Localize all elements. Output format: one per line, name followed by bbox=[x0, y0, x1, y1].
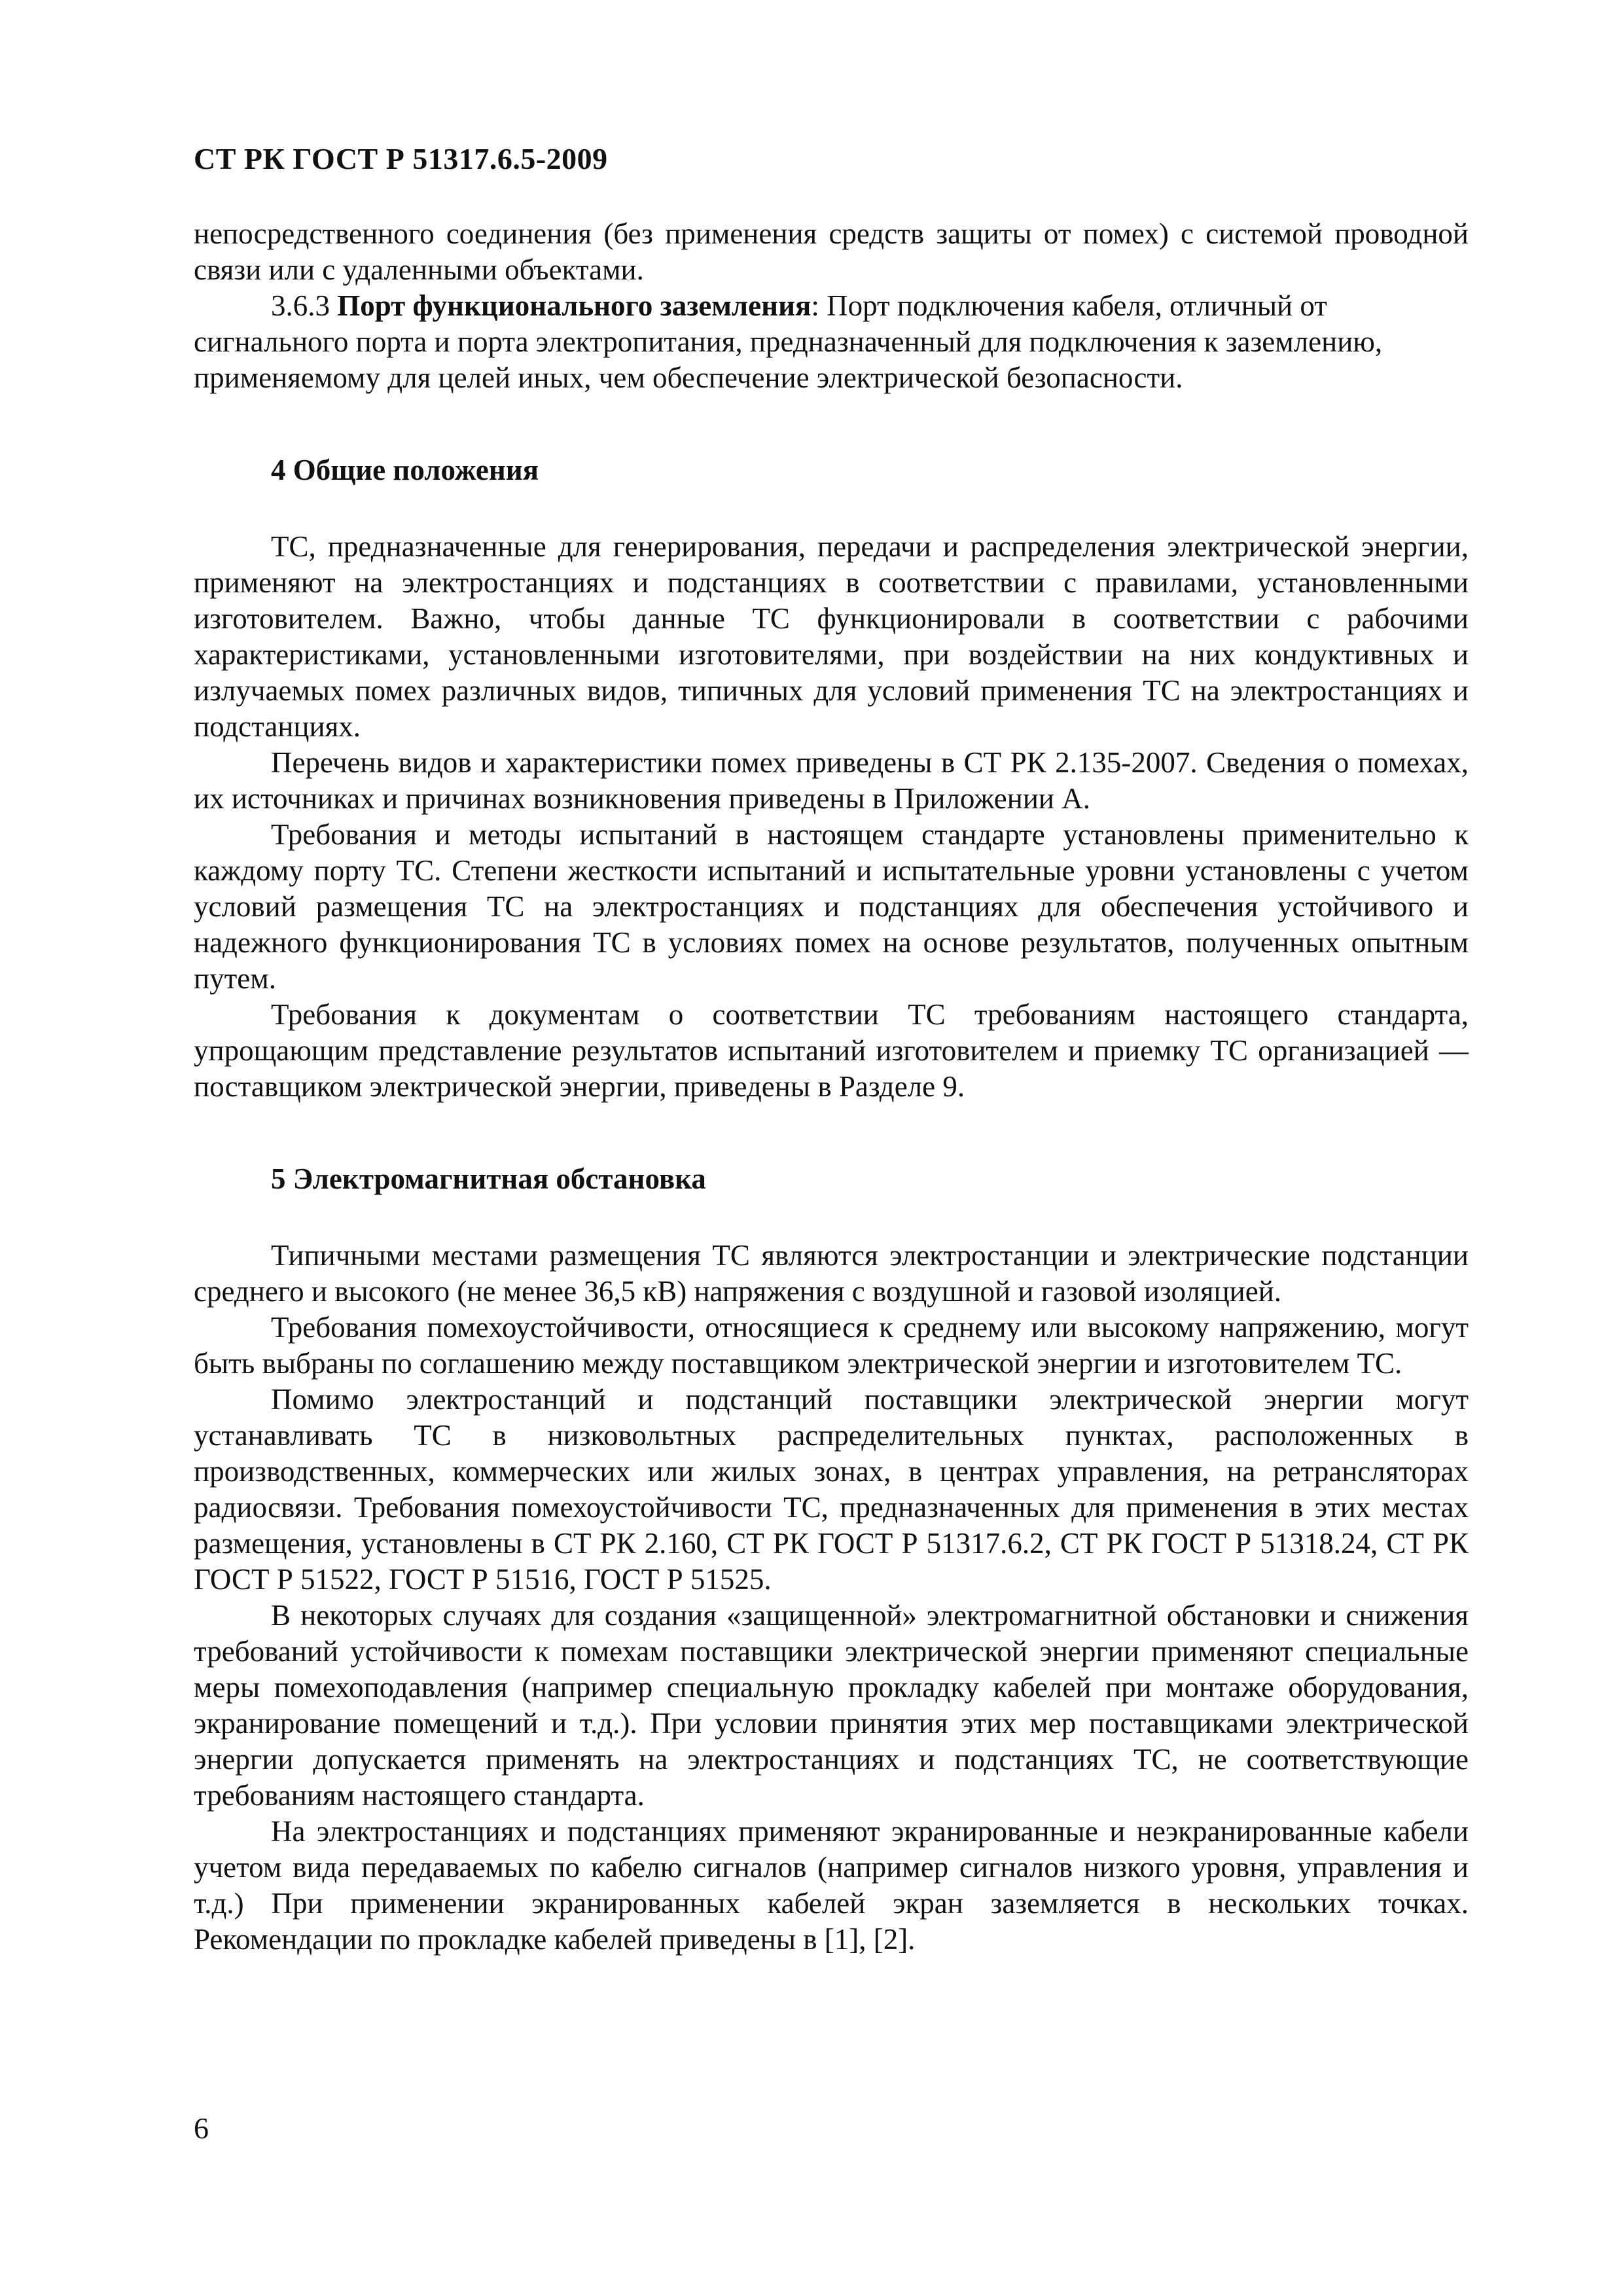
section4-paragraph: Требования и методы испытаний в настоящем стандарте установлены применительно к каждому порту ТС. Степени жесткости испытаний и испытательные уровни установлены с учетом условий размещения ТС на электростанциях и подстанциях для обеспечения устойчивого и надежного функционирования ТС в условиях помех на основе результатов, полученных опытным путем. bbox=[194, 818, 1469, 995]
clause-term: Порт функционального заземления bbox=[337, 289, 812, 322]
document-header: СТ РК ГОСТ Р 51317.6.5-2009 bbox=[194, 142, 608, 175]
section5-heading: 5 Электромагнитная обстановка bbox=[271, 1162, 706, 1195]
clause-3-6-3 bbox=[194, 288, 1469, 396]
section4-paragraph: Требования к документам о соответствии ТС требованиям настоящего стандарта, упрощающим представление результатов испытаний изготовителем и приемку ТС организацией — поставщиком электрической энергии, приведены в Разделе 9. bbox=[194, 998, 1469, 1103]
section4-paragraph: Перечень видов и характеристики помех приведены в СТ РК 2.135-2007. Сведения о помехах, их источниках и причинах возникновения приведены в Приложении А. bbox=[194, 746, 1469, 815]
section3-continuation: непосредственного соединения (без применения средств защиты от помех) с системой проводной связи или с удаленными объектами. bbox=[194, 217, 1469, 286]
section5-paragraph: На электростанциях и подстанциях применяют экранированные и неэкранированные кабели учетом вида передаваемых по кабелю сигналов (например сигналов низкого уровня, управления и т.д.) При применении экранированных кабелей экран заземляется в нескольких точках. Рекомендации по прокладке кабелей приведены в [1], [2]. bbox=[194, 1815, 1469, 1956]
section5-paragraph: В некоторых случаях для создания «защищенной» электромагнитной обстановки и снижения требований устойчивости к помехам поставщики электрической энергии применяют специальные меры помехоподавления (например специальную прокладку кабелей при монтаже оборудования, экранирование помещений и т.д.). При условии принятия этих мер поставщиками электрической энергии допускается применять на электростанциях и подстанциях ТС, не соответствующие требованиям настоящего стандарта. bbox=[194, 1599, 1469, 1812]
clause-text: : Порт подключения кабеля, отличный от сигнального порта и порта электропитания, предназначенный для подключения к заземлению, применяемому для целей иных, чем обеспечение электрической безопасности. bbox=[194, 289, 1383, 394]
section4-heading: 4 Общие положения bbox=[271, 454, 539, 486]
document-body bbox=[194, 216, 1469, 1958]
section4-paragraph: ТС, предназначенные для генерирования, передачи и распределения электрической энергии, применяют на электростанциях и подстанциях в соответствии с правилами, установленными изготовителем. Важно, чтобы данные ТС функционировали в соответствии с рабочими характеристиками, установленными изготовителями, при воздействии на них кондуктивных и излучаемых помех различных видов, типичных для условий применения ТС на электростанциях и подстанциях. bbox=[194, 530, 1469, 743]
section5-paragraph: Типичными местами размещения ТС являются электростанции и электрические подстанции среднего и высокого (не менее 36,5 кВ) напряжения с воздушной и газовой изоляцией. bbox=[194, 1239, 1469, 1308]
clause-number: 3.6.3 bbox=[271, 289, 330, 322]
section5-paragraph: Требования помехоустойчивости, относящиеся к среднему или высокому напряжению, могут быть выбраны по соглашению между поставщиком электрической энергии и изготовителем ТС. bbox=[194, 1311, 1469, 1380]
section5-paragraph: Помимо электростанций и подстанций поставщики электрической энергии могут устанавливать ТС в низковольтных распределительных пунктах, расположенных в производственных, коммерческих или жилых зонах, в центрах управления, на ретрансляторах радиосвязи. Требования помехоустойчивости ТС, предназначенных для применения в этих местах размещения, установлены в СТ РК 2.160, СТ РК ГОСТ Р 51317.6.2, СТ РК ГОСТ Р 51318.24, СТ РК ГОСТ Р 51522, ГОСТ Р 51516, ГОСТ Р 51525. bbox=[194, 1383, 1469, 1596]
page-number: 6 bbox=[194, 2111, 209, 2145]
